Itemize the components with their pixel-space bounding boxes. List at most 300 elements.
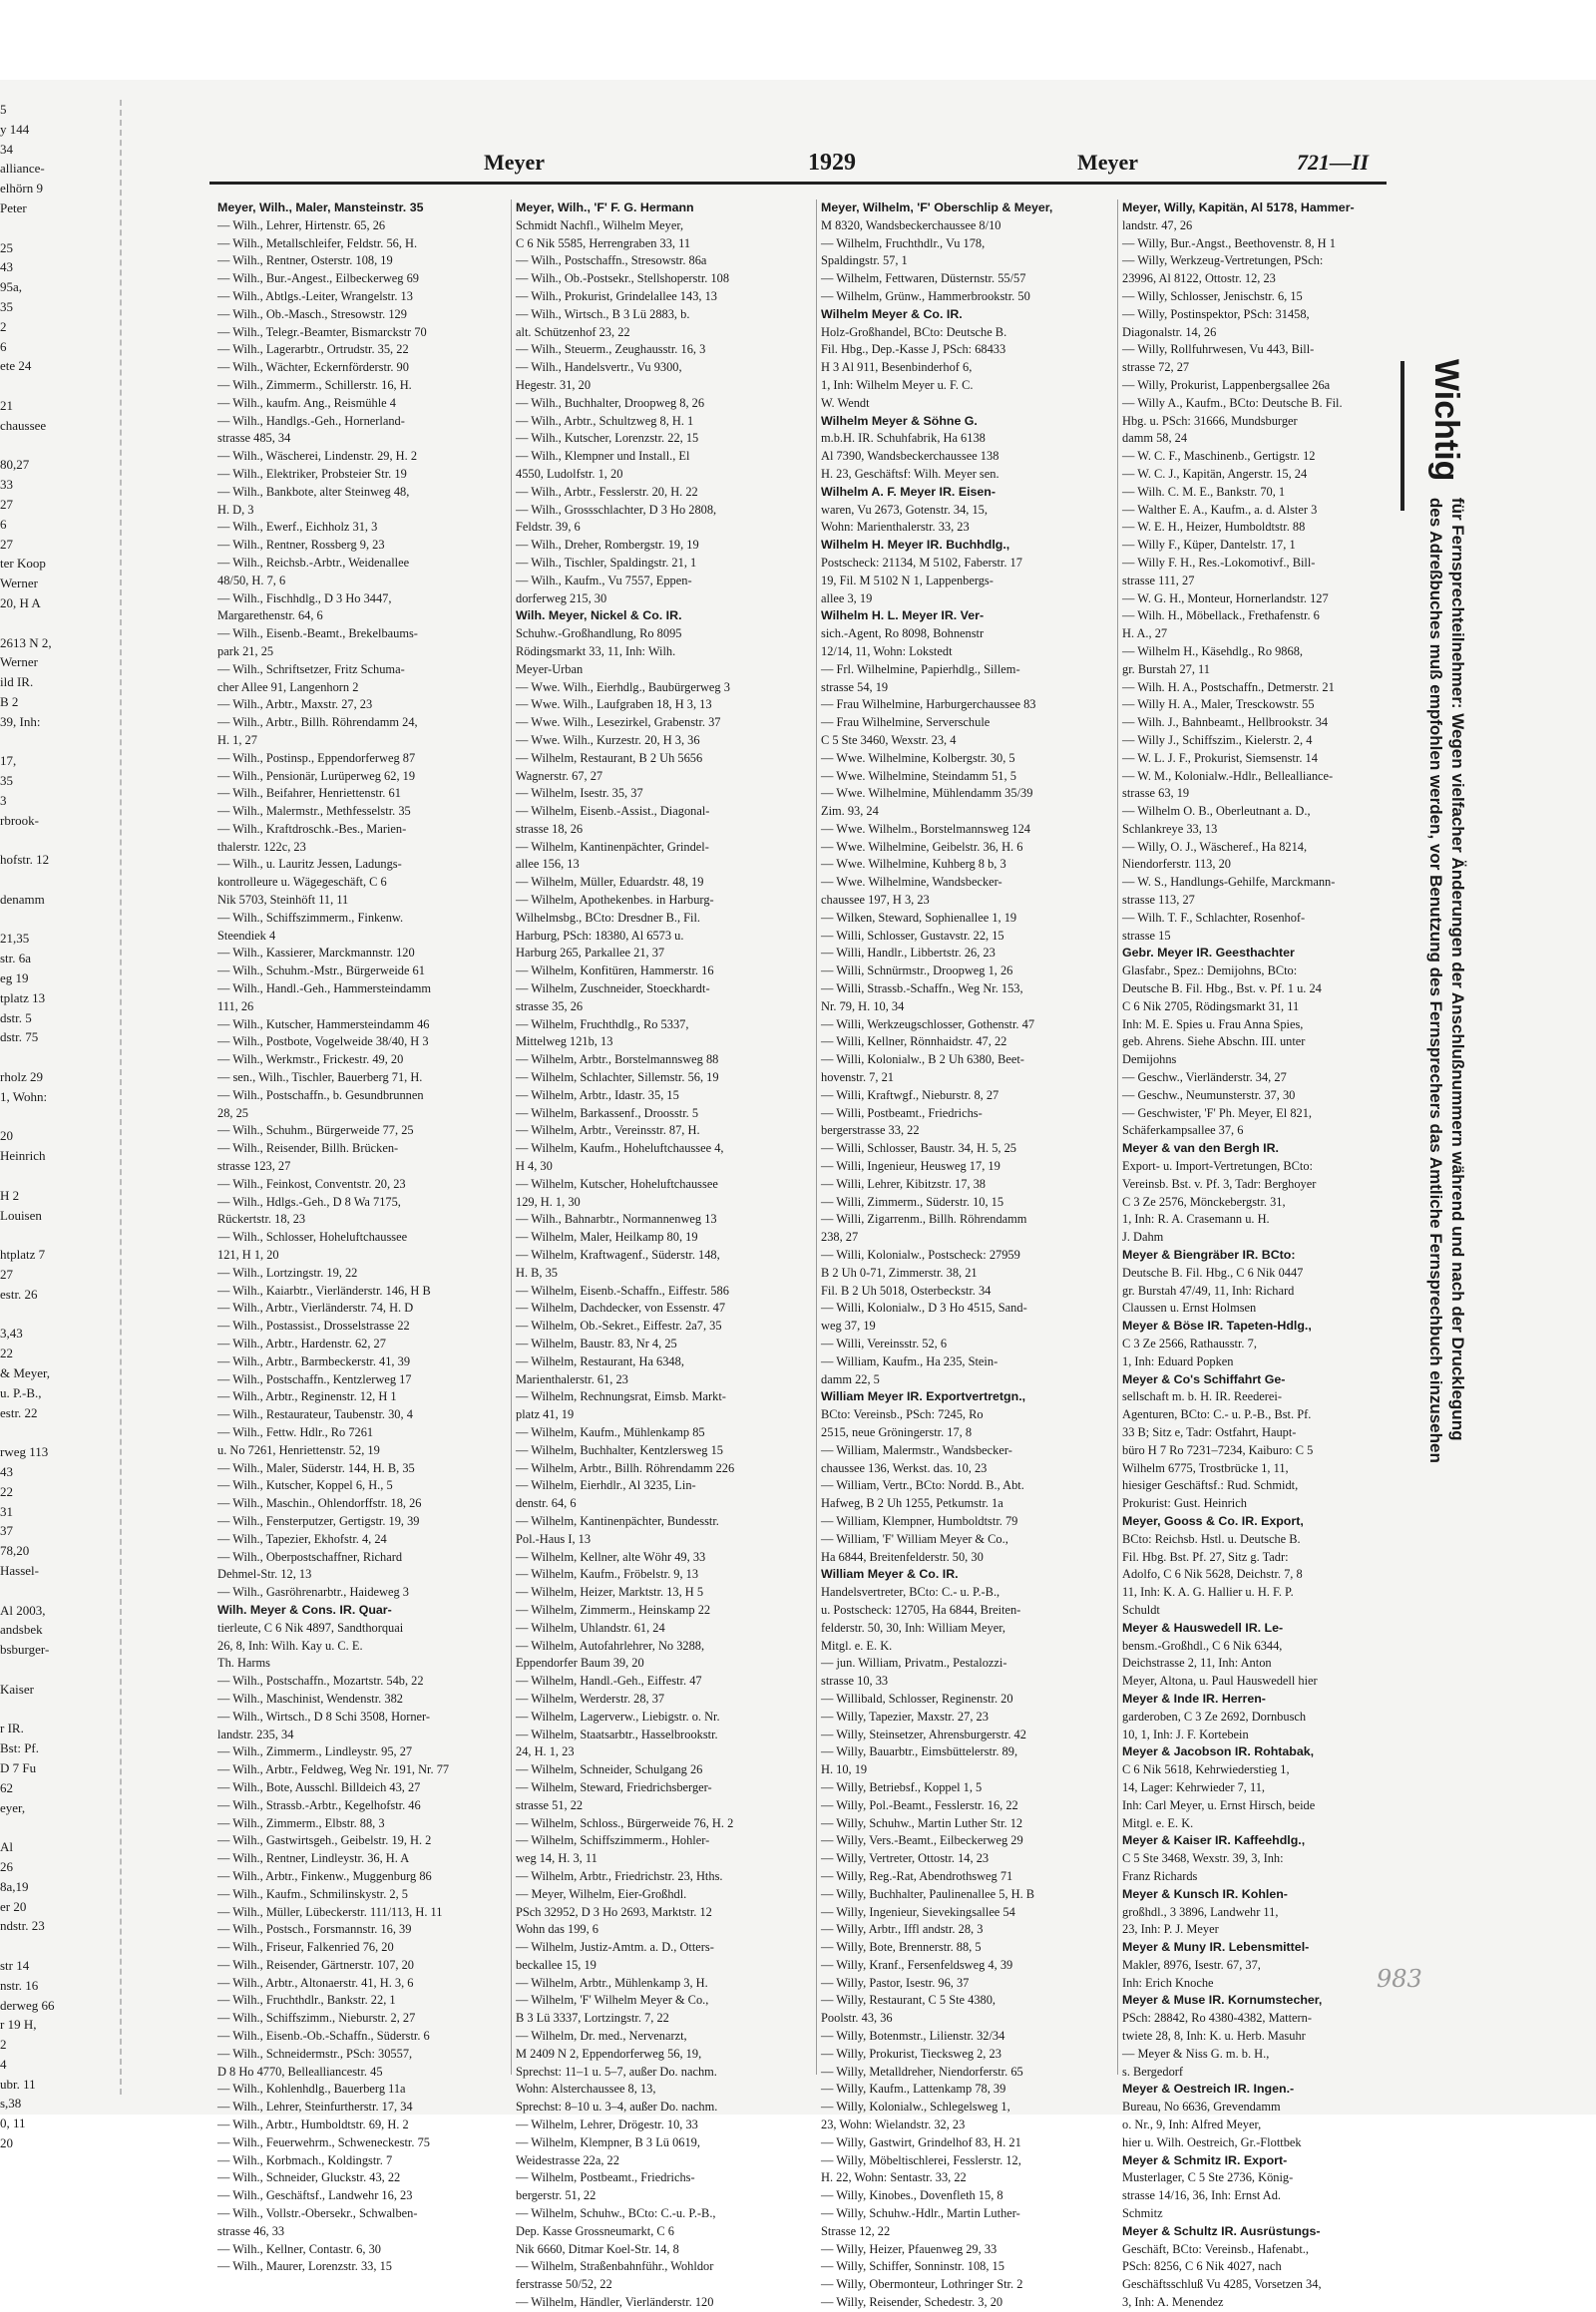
directory-entry: — Wilh., Handl.-Geh., Hammersteindamm bbox=[217, 981, 431, 996]
left-strip-line: 5 bbox=[0, 102, 7, 117]
directory-entry: — Wilh., Tischler, Spaldingstr. 21, 1 bbox=[516, 555, 697, 570]
directory-entry: gr. Burstah 47/49, 11, Inh: Richard bbox=[1122, 1283, 1295, 1298]
left-strip-line: htplatz 7 bbox=[0, 1247, 46, 1263]
directory-entry: — Wilh., Schiffszimm., Nieburstr. 2, 27 bbox=[217, 2011, 416, 2026]
directory-entry: strasse 63, 19 bbox=[1122, 786, 1190, 801]
directory-entry: Meyer, Gooss & Co. IR. Export, bbox=[1122, 1513, 1304, 1528]
directory-entry: — Wwe. Wilhelm., Borstelmannsweg 124 bbox=[821, 821, 1030, 836]
directory-entry: — Wilhelm, Restaurant, Ha 6348, bbox=[516, 1353, 684, 1368]
directory-entry: — Willy, Rollfuhrwesen, Vu 443, Bill- bbox=[1122, 342, 1315, 357]
directory-entry: — Wilhelm, Kaufm., Mühlenkamp 85 bbox=[516, 1424, 705, 1439]
directory-entry: — Willy, Schlosser, Jenischstr. 6, 15 bbox=[1122, 288, 1303, 303]
directory-entry: M 8320, Wandsbeckerchaussee 8/10 bbox=[821, 217, 1001, 232]
left-strip-line: 80,27 bbox=[0, 457, 30, 473]
left-strip-line: H 2 bbox=[0, 1187, 20, 1203]
directory-entry: — Wilh., Kutscher, Koppel 6, H., 5 bbox=[217, 1478, 393, 1493]
directory-entry: Prokurist: Gust. Heinrich bbox=[1122, 1496, 1247, 1511]
directory-entry: — Wilh., Arbtr., Maxstr. 27, 23 bbox=[217, 697, 373, 712]
directory-entry: — W. M., Kolonialw.-Hdlr., Bellealliance- bbox=[1122, 768, 1334, 783]
left-strip-line: er 20 bbox=[0, 1898, 27, 1914]
directory-entry: Harburg, PSch: 18380, Al 6573 u. bbox=[516, 928, 684, 943]
directory-entry: — Wilhelm, Schloss., Bürgerweide 76, H. 2 bbox=[516, 1815, 734, 1830]
directory-entry: Inh: Carl Meyer, u. Ernst Hirsch, beide bbox=[1122, 1797, 1316, 1812]
directory-entry: — Wilh., Zimmerm., Elbstr. 88, 3 bbox=[217, 1815, 385, 1830]
left-strip-line: 43 bbox=[0, 259, 13, 275]
directory-entry: Wilhelm H. Meyer IR. Buchhdlg., bbox=[821, 538, 1010, 553]
left-strip-line: 8a,19 bbox=[0, 1878, 29, 1894]
directory-entry: — Wilh., Fischhdlg., D 3 Ho 3447, bbox=[217, 590, 392, 605]
directory-entry: damm 58, 24 bbox=[1122, 431, 1188, 446]
directory-entry: Meyer & Oestreich IR. Ingen.- bbox=[1122, 2082, 1295, 2097]
left-strip-line: 35 bbox=[0, 773, 13, 789]
directory-entry: — Wilh., Arbtr., Schultzweg 8, H. 1 bbox=[516, 413, 694, 428]
directory-entry: — Wilh. T. F., Schlachter, Rosenhof- bbox=[1122, 910, 1306, 925]
header-page-number: 721—II bbox=[1297, 150, 1370, 175]
directory-entry: — Willi, Lehrer, Kibitzstr. 17, 38 bbox=[821, 1176, 986, 1191]
directory-entry: platz 41, 19 bbox=[516, 1407, 575, 1422]
directory-entry: M 2409 N 2, Eppendorferweg 56, 19, bbox=[516, 2046, 702, 2061]
directory-entry: Meyer & Biengräber IR. BCto: bbox=[1122, 1248, 1296, 1263]
left-strip-line bbox=[0, 218, 120, 238]
directory-entry: — Wilh., Pensionär, Lurüperweg 62, 19 bbox=[217, 768, 416, 783]
left-strip-line: y 144 bbox=[0, 121, 30, 137]
left-strip-line bbox=[0, 830, 120, 850]
directory-entry: — Wilhelm, Fruchthdlg., Ro 5337, bbox=[516, 1016, 689, 1031]
directory-entry: alt. Schützenhof 23, 22 bbox=[516, 324, 630, 339]
directory-entry: Hafweg, B 2 Uh 1255, Petkumstr. 1a bbox=[821, 1496, 1003, 1511]
left-strip-line: u. P.-B., bbox=[0, 1384, 42, 1400]
directory-entry: — Wilh., Arbtr., Altonaerstr. 41, H. 3, 6 bbox=[217, 1975, 414, 1990]
directory-entry: — Frau Wilhelmine, Harburgerchaussee 83 bbox=[821, 697, 1036, 712]
directory-entry: Mitgl. e. E. K. bbox=[821, 1638, 893, 1653]
left-strip-line: nstr. 16 bbox=[0, 1977, 39, 1993]
directory-entry: — Willy, Heizer, Pfauenweg 29, 33 bbox=[821, 2241, 998, 2256]
directory-entry: 12/14, 11, Wohn: Lokstedt bbox=[821, 643, 953, 658]
left-strip-line: r 19 H, bbox=[0, 2017, 37, 2033]
directory-entry: — Wilhelm, Autofahrlehrer, No 3288, bbox=[516, 1638, 705, 1653]
directory-entry: — Wilhelm, Zimmerm., Heinskamp 22 bbox=[516, 1602, 711, 1617]
directory-entry: — Wilh., Postschaffn., Stresowstr. 86a bbox=[516, 253, 707, 268]
directory-entry: — Wilh., Postschaffn., Kentzlerweg 17 bbox=[217, 1371, 412, 1386]
directory-entry: — Wilh., Schiffszimmerm., Finkenw. bbox=[217, 910, 404, 925]
directory-entry: — Wilh., Prokurist, Grindelallee 143, 13 bbox=[516, 288, 717, 303]
directory-entry: Sprechst: 11–1 u. 5–7, außer Do. nachm. bbox=[516, 2064, 717, 2079]
directory-entry: — Wilh., Malermstr., Methfesselstr. 35 bbox=[217, 804, 411, 819]
left-strip-line: 27 bbox=[0, 536, 13, 552]
directory-entry: cher Allee 91, Langenhorn 2 bbox=[217, 679, 359, 694]
directory-entry: — Wwe. Wilh., Laufgraben 18, H 3, 13 bbox=[516, 697, 712, 712]
directory-entry: — Wilh., Kutscher, Lorenzstr. 22, 15 bbox=[516, 431, 699, 446]
directory-entry: — Wilhelm, Kantinenpächter, Bundesstr. bbox=[516, 1513, 719, 1528]
directory-entry: — Wilhelm, Kantinenpächter, Grindel- bbox=[516, 839, 709, 854]
directory-entry: BCto: Reichsb. Hstl. u. Deutsche B. bbox=[1122, 1531, 1301, 1546]
directory-entry: Schuldt bbox=[1122, 1602, 1160, 1617]
left-strip-line: chaussee bbox=[0, 417, 47, 433]
directory-entry: weg 37, 19 bbox=[821, 1319, 876, 1334]
side-notice-line-1: für Fernsprechteilnehmer: Wegen vielfacher Änderungen der Anschlußnummern während und nach der Drucklegung bbox=[1448, 497, 1467, 1441]
directory-entry: — Wilh., Bankbote, alter Steinweg 48, bbox=[217, 484, 410, 499]
directory-entry: — Wilhelm, Konfitüren, Hammerstr. 16 bbox=[516, 963, 714, 978]
directory-entry: — Wwe. Wilhelmine, Steindamm 51, 5 bbox=[821, 768, 1016, 783]
directory-entry: — Wilh., Zimmerm., Schillerstr. 16, H. bbox=[217, 377, 412, 392]
left-strip-line: 20 bbox=[0, 2135, 13, 2151]
directory-entry: sellschaft m. b. H. IR. Reederei- bbox=[1122, 1389, 1282, 1404]
directory-entry: — Willy, O. J., Wäscheref., Ha 8214, bbox=[1122, 839, 1308, 854]
left-page-strip bbox=[0, 100, 122, 2151]
directory-entry: — Wilh., Lagerarbtr., Ortrudstr. 35, 22 bbox=[217, 342, 409, 357]
directory-entry: — Willy, Kinobes., Dovenfleth 15, 8 bbox=[821, 2188, 1003, 2203]
directory-entry: — William, Kaufm., Ha 235, Stein- bbox=[821, 1353, 998, 1368]
directory-entry: sich.-Agent, Ro 8098, Bohnenstr bbox=[821, 626, 985, 641]
directory-entry: C 5 Ste 3468, Wexstr. 39, 3, Inh: bbox=[1122, 1851, 1284, 1866]
directory-entry: 14, Lager: Kehrwieder 7, 11, bbox=[1122, 1779, 1266, 1794]
directory-entry: — Wilh., Postbote, Vogelweide 38/40, H 3 bbox=[217, 1034, 429, 1049]
header-left-name: Meyer bbox=[484, 150, 546, 175]
directory-entry: — Wilh., Wächter, Eckernförderstr. 90 bbox=[217, 360, 409, 375]
directory-entry: — Wilhelm, Kutscher, Hoheluftchaussee bbox=[516, 1176, 718, 1191]
directory-entry: — Wilh., Bote, Ausschl. Billdeich 43, 27 bbox=[217, 1779, 421, 1794]
directory-entry: strasse 113, 27 bbox=[1122, 893, 1195, 908]
directory-entry: — Wilh., Reisender, Billh. Brücken- bbox=[217, 1141, 399, 1156]
directory-entry: Harburg 265, Parkallee 21, 37 bbox=[516, 946, 665, 961]
directory-entry: — Wilh., Telegr.-Beamter, Bismarckstr 70 bbox=[217, 324, 427, 339]
directory-entry: — Wilh., Ewerf., Eichholz 31, 3 bbox=[217, 520, 378, 535]
left-strip-line: 35 bbox=[0, 298, 13, 314]
directory-entry: — Wilhelm, Lagerverw., Liebigstr. o. Nr. bbox=[516, 1709, 720, 1724]
left-strip-line: str. 6a bbox=[0, 951, 32, 966]
directory-entry: — Wilhelm, Handl.-Geh., Eiffestr. 47 bbox=[516, 1674, 702, 1689]
directory-entry: — jun. William, Privatm., Pestalozzi- bbox=[821, 1656, 1007, 1671]
directory-entry: Zim. 93, 24 bbox=[821, 804, 879, 819]
directory-entry: Schlankreye 33, 13 bbox=[1122, 821, 1218, 836]
directory-entry: Nik 6660, Ditmar Koel-Str. 14, 8 bbox=[516, 2241, 679, 2256]
directory-entry: — Wilhelm, Kraftwagenf., Süderstr. 148, bbox=[516, 1248, 720, 1263]
directory-entry: 26, 8, Inh: Wilh. Kay u. C. E. bbox=[217, 1638, 363, 1653]
directory-entry: — Wilh., Postschaffn., b. Gesundbrunnen bbox=[217, 1087, 424, 1102]
directory-entry: — Wwe. Wilh., Eierhdlg., Baubürgerweg 3 bbox=[516, 679, 730, 694]
left-strip-line bbox=[0, 910, 120, 930]
directory-entry: — Wilhelm, Klempner, B 3 Lü 0619, bbox=[516, 2134, 700, 2149]
directory-entry: — Willy, Kaufm., Lattenkamp 78, 39 bbox=[821, 2082, 1006, 2097]
directory-entry: Schmitz bbox=[1122, 2206, 1163, 2221]
directory-entry: D 8 Ho 4770, Bellealliancestr. 45 bbox=[217, 2064, 383, 2079]
directory-entry: — Wilh., Steuerm., Zeughausstr. 16, 3 bbox=[516, 342, 706, 357]
directory-entry: — Willy, Reisender, Schedestr. 3, 20 bbox=[821, 2295, 1003, 2310]
directory-entry: C 3 Ze 2566, Rathausstr. 7, bbox=[1122, 1337, 1257, 1350]
directory-entry: Bureau, No 6636, Grevendamm bbox=[1122, 2100, 1281, 2115]
directory-entry: — Willy, Schuhw., Martin Luther Str. 12 bbox=[821, 1815, 1023, 1830]
left-strip-line: elhörn 9 bbox=[0, 181, 43, 196]
directory-entry: strasse 35, 26 bbox=[516, 998, 584, 1013]
directory-entry: Wilhelmsbg., BCto: Dresdner B., Fil. bbox=[516, 910, 701, 925]
directory-entry: — Wwe. Wilhelmine, Mühlendamm 35/39 bbox=[821, 786, 1033, 801]
directory-entry: landstr. 235, 34 bbox=[217, 1727, 294, 1741]
directory-entry: — Wilh., Maler, Süderstr. 144, H. B, 35 bbox=[217, 1460, 415, 1475]
directory-entry: kontrolleure u. Wägegeschäft, C 6 bbox=[217, 875, 387, 890]
directory-entry: — Wilh., Rentner, Lindleystr. 36, H. A bbox=[217, 1851, 410, 1866]
directory-entry: — Wilhelm, Rechnungsrat, Eimsb. Markt- bbox=[516, 1389, 726, 1404]
notice-bar bbox=[1400, 361, 1404, 511]
directory-entry: — Wilh., Beifahrer, Henriettenstr. 61 bbox=[217, 786, 401, 801]
directory-entry: — Wilh., Korbmach., Koldingstr. 7 bbox=[217, 2152, 393, 2167]
directory-entry: — Wilh., Oberpostschaffner, Richard bbox=[217, 1549, 403, 1564]
directory-entry: — Wilhelm, Händler, Vierländerstr. 120 bbox=[516, 2295, 714, 2310]
directory-entry: Wilhelm Meyer & Söhne G. bbox=[821, 413, 978, 428]
side-notice-title: Wichtig bbox=[1427, 359, 1466, 482]
directory-entry: — Wilhelm, Restaurant, B 2 Uh 5656 bbox=[516, 750, 703, 765]
directory-entry: Wagnerstr. 67, 27 bbox=[516, 768, 603, 783]
directory-entry: — Wilhelm, Maler, Heilkamp 80, 19 bbox=[516, 1230, 698, 1245]
directory-entry: — Wwe. Wilh., Kurzestr. 20, H 3, 36 bbox=[516, 732, 700, 747]
directory-entry: — Willi, Werkzeugschlosser, Gothenstr. 47 bbox=[821, 1016, 1035, 1031]
directory-entry: — Willy, Pol.-Beamt., Fesslerstr. 16, 22 bbox=[821, 1797, 1018, 1812]
directory-entry: — Wilh., Gastwirtsgeh., Geibelstr. 19, H. 2 bbox=[217, 1833, 432, 1848]
left-strip-line: 0, 11 bbox=[0, 2116, 26, 2131]
left-strip-line: s,38 bbox=[0, 2096, 22, 2112]
directory-entry: — Wilh., Wäscherei, Lindenstr. 29, H. 2 bbox=[217, 449, 418, 464]
directory-entry: — Wilh. C. M. E., Bankstr. 70, 1 bbox=[1122, 484, 1286, 499]
left-strip-line: & Meyer, bbox=[0, 1365, 51, 1380]
directory-entry: strasse 54, 19 bbox=[821, 679, 889, 694]
directory-entry: — Wilh., Fruchthdlr., Bankstr. 22, 1 bbox=[217, 1993, 396, 2008]
directory-entry: — Willy, Ingenieur, Sievekingsallee 54 bbox=[821, 1904, 1015, 1919]
left-strip-line: Werner bbox=[0, 576, 38, 591]
directory-entry: — Wilh., Arbtr., Vierländerstr. 74, H. D bbox=[217, 1301, 414, 1316]
left-strip-line: 33 bbox=[0, 477, 13, 493]
directory-entry: Spaldingstr. 57, 1 bbox=[821, 253, 908, 268]
directory-entry: — Willy, Schuhw.-Hdlr., Martin Luther- bbox=[821, 2206, 1020, 2221]
directory-entry: — Wilh., Strassb.-Arbtr., Kegelhofstr. 46 bbox=[217, 1797, 421, 1812]
directory-entry: — Willi, Vereinsstr. 52, 6 bbox=[821, 1337, 948, 1350]
left-strip-line: tplatz 13 bbox=[0, 989, 46, 1005]
directory-entry: Musterlager, C 5 Ste 2736, König- bbox=[1122, 2170, 1294, 2185]
directory-entry: Th. Harms bbox=[217, 1656, 270, 1671]
directory-entry: PSch 32952, D 3 Ho 2693, Marktstr. 12 bbox=[516, 1904, 712, 1919]
directory-entry: H. B, 35 bbox=[516, 1265, 558, 1280]
left-strip-line: eg 19 bbox=[0, 970, 29, 986]
directory-entry: Schuhw.-Großhandlung, Ro 8095 bbox=[516, 626, 682, 641]
directory-entry: Meyer, Wilhelm, 'F' Oberschlip & Meyer, bbox=[821, 200, 1053, 214]
directory-entry: — Wilh., Schuhm.-Mstr., Bürgerweide 61 bbox=[217, 963, 425, 978]
directory-entry: Inh: Erich Knoche bbox=[1122, 1975, 1214, 1990]
directory-entry: H 4, 30 bbox=[516, 1159, 553, 1174]
directory-entry: Vereinsb. Bst. v. Pf. 3, Tadr: Berghoyer bbox=[1122, 1176, 1317, 1191]
directory-entry: — Willy, Betriebsf., Koppel 1, 5 bbox=[821, 1779, 983, 1794]
directory-entry: — Wilh., Postschaffn., Mozartstr. 54b, 22 bbox=[217, 1674, 424, 1689]
directory-entry: damm 22, 5 bbox=[821, 1371, 880, 1386]
directory-entry: hiesiger Geschäftsf.: Rud. Schmidt, bbox=[1122, 1478, 1299, 1493]
left-strip-line bbox=[0, 870, 120, 890]
directory-entry: — Wilh., Eisenb.-Ob.-Schaffn., Süderstr. 6 bbox=[217, 2029, 430, 2044]
directory-entry: 28, 25 bbox=[217, 1105, 248, 1120]
directory-entry: Dep. Kasse Grossneumarkt, C 6 bbox=[516, 2223, 674, 2238]
directory-entry: — Wilh., Maschin., Ohlendorffstr. 18, 26 bbox=[217, 1496, 422, 1511]
left-strip-line: Al 2003, bbox=[0, 1602, 46, 1618]
left-strip-line: alliance- bbox=[0, 161, 45, 177]
left-strip-line bbox=[0, 732, 120, 752]
directory-entry: — Frau Wilhelmine, Serverschule bbox=[821, 715, 991, 730]
directory-entry: Meyer, Wilh., 'F' F. G. Hermann bbox=[516, 200, 694, 214]
directory-entry: — Willi, Kolonialw., D 3 Ho 4515, Sand- bbox=[821, 1301, 1027, 1316]
directory-entry: — Willy, Obermonteur, Lothringer Str. 2 bbox=[821, 2277, 1023, 2292]
directory-entry: H. 22, Wohn: Sentastr. 33, 22 bbox=[821, 2170, 967, 2185]
directory-entry: Wilhelm H. L. Meyer IR. Ver- bbox=[821, 608, 985, 623]
directory-entry: Claussen u. Ernst Holmsen bbox=[1122, 1301, 1257, 1316]
directory-entry: — Willy, Buchhalter, Paulinenallee 5, H. B bbox=[821, 1886, 1035, 1901]
directory-entry: Mittelweg 121b, 13 bbox=[516, 1034, 613, 1049]
directory-entry: — Wilh., Kaufm., Schmilinskystr. 2, 5 bbox=[217, 1886, 408, 1901]
directory-entry: — Wilh., Abtlgs.-Leiter, Wrangelstr. 13 bbox=[217, 288, 413, 303]
directory-entry: J. Dahm bbox=[1122, 1230, 1164, 1245]
left-strip-line bbox=[0, 1305, 120, 1325]
directory-entry: Fil. B 2 Uh 5018, Osterbeckstr. 34 bbox=[821, 1283, 992, 1298]
directory-entry: W. Wendt bbox=[821, 395, 870, 410]
left-strip-line: D 7 Fu bbox=[0, 1759, 37, 1775]
directory-entry: Marienthalerstr. 61, 23 bbox=[516, 1371, 628, 1386]
directory-entry: strasse 123, 27 bbox=[217, 1159, 291, 1174]
directory-entry: — Willy F., Küper, Dantelstr. 17, 1 bbox=[1122, 538, 1296, 553]
directory-entry: Al 7390, Wandsbeckerchaussee 138 bbox=[821, 449, 999, 464]
directory-entry: hovenstr. 7, 21 bbox=[821, 1070, 894, 1085]
directory-entry: — Wilh., Bahnarbtr., Normannenweg 13 bbox=[516, 1212, 717, 1227]
left-strip-line bbox=[0, 1166, 120, 1186]
directory-entry: Inh: M. E. Spies u. Frau Anna Spies, bbox=[1122, 1016, 1304, 1031]
directory-entry: allee 3, 19 bbox=[821, 590, 873, 605]
directory-entry: — Wilh., Grossschlachter, D 3 Ho 2808, bbox=[516, 502, 717, 517]
left-strip-line: 27 bbox=[0, 496, 13, 512]
left-strip-line: Peter bbox=[0, 199, 27, 215]
directory-entry: — Wilhelm, Dachdecker, von Essenstr. 47 bbox=[516, 1301, 726, 1316]
directory-entry: — William, Vertr., BCto: Nordd. B., Abt. bbox=[821, 1478, 1024, 1493]
directory-entry: — Willy, Vertreter, Ottostr. 14, 23 bbox=[821, 1851, 990, 1866]
directory-entry: — Wilhelm, Zuschneider, Stoeckhardt- bbox=[516, 981, 710, 996]
directory-entry: — Wilh., Bur.-Angest., Eilbeckerweg 69 bbox=[217, 271, 419, 286]
directory-entry: Meyer, Wilh., Maler, Mansteinstr. 35 bbox=[217, 200, 424, 214]
directory-entry: — Wilhelm, Kellner, alte Wöhr 49, 33 bbox=[516, 1549, 706, 1564]
directory-entry: — Wilh., Schneidermstr., PSch: 30557, bbox=[217, 2046, 413, 2061]
directory-entry: 111, 26 bbox=[217, 998, 254, 1013]
directory-column-1 bbox=[217, 199, 507, 2274]
directory-entry: — Wilh., kaufm. Ang., Reismühle 4 bbox=[217, 395, 396, 410]
directory-entry: Meyer-Urban bbox=[516, 661, 584, 676]
directory-entry: William Meyer & Co. IR. bbox=[821, 1567, 959, 1582]
left-strip-line: 62 bbox=[0, 1779, 13, 1795]
left-strip-line bbox=[0, 1047, 120, 1067]
left-strip-line bbox=[0, 1107, 120, 1127]
directory-entry: — Wilh., Arbtr., Reginenstr. 12, H 1 bbox=[217, 1389, 397, 1404]
directory-entry: — Wilhelm, Arbtr., Billh. Röhrendamm 226 bbox=[516, 1460, 735, 1475]
header-right-name: Meyer bbox=[1077, 150, 1139, 175]
directory-entry: Margarethenstr. 64, 6 bbox=[217, 608, 323, 623]
directory-entry: PSch: 28842, Ro 4380-4382, Mattern- bbox=[1122, 2011, 1312, 2026]
directory-entry: — Willy, Bote, Brennerstr. 88, 5 bbox=[821, 1940, 982, 1955]
directory-entry: — Willy, Botenmstr., Lilienstr. 32/34 bbox=[821, 2029, 1005, 2044]
directory-entry: Meyer & Muny IR. Lebensmittel- bbox=[1122, 1940, 1310, 1955]
left-strip-line: 22 bbox=[0, 1483, 13, 1499]
directory-entry: strasse 14/16, 36, Inh: Ernst Ad. bbox=[1122, 2188, 1282, 2203]
left-strip-line: estr. 22 bbox=[0, 1404, 38, 1420]
left-strip-line: 27 bbox=[0, 1267, 13, 1283]
directory-entry: — Wilh., Vollstr.-Obersekr., Schwalben- bbox=[217, 2206, 418, 2221]
directory-column-3 bbox=[816, 199, 1116, 2310]
directory-entry: B 2 Uh 0-71, Zimmerstr. 38, 21 bbox=[821, 1265, 978, 1280]
left-strip-line: 37 bbox=[0, 1523, 13, 1539]
left-strip-line: ild IR. bbox=[0, 674, 34, 690]
directory-entry: u. No 7261, Henriettenstr. 52, 19 bbox=[217, 1442, 380, 1457]
directory-entry: Wohn: Marienthalerstr. 33, 23 bbox=[821, 520, 970, 535]
directory-entry: — Wilhelm, Straßenbahnführ., Wohldor bbox=[516, 2259, 714, 2274]
directory-entry: — Wilh., Metallschleifer, Feldstr. 56, H. bbox=[217, 235, 418, 250]
directory-entry: — Wilhelm, Müller, Eduardstr. 48, 19 bbox=[516, 875, 704, 890]
left-strip-line: 20 bbox=[0, 1128, 13, 1144]
directory-entry: thalerstr. 122c, 23 bbox=[217, 839, 306, 854]
directory-entry: — Willy, Reg.-Rat, Abendrothsweg 71 bbox=[821, 1868, 1013, 1883]
directory-entry: — Willi, Ingenieur, Heusweg 17, 19 bbox=[821, 1159, 1000, 1174]
directory-entry: beckallee 15, 19 bbox=[516, 1957, 597, 1972]
left-strip-line: 43 bbox=[0, 1463, 13, 1479]
directory-entry: — Wilh., Handlgs.-Geh., Hornerland- bbox=[217, 413, 405, 428]
left-strip-line: 21,35 bbox=[0, 931, 30, 947]
directory-entry: Meyer & Kunsch IR. Kohlen- bbox=[1122, 1886, 1288, 1901]
left-strip-line: str 14 bbox=[0, 1957, 30, 1973]
directory-entry: Pol.-Haus I, 13 bbox=[516, 1531, 592, 1546]
left-strip-line: Werner bbox=[0, 654, 38, 670]
directory-entry: 33 B; Sitz e, Tadr: Ostfahrt, Haupt- bbox=[1122, 1424, 1297, 1439]
directory-entry: hier u. Wilh. Oestreich, Gr.-Flottbek bbox=[1122, 2134, 1302, 2149]
directory-entry: 1, Inh: Wilhelm Meyer u. F. C. bbox=[821, 377, 974, 392]
directory-entry: Meyer & Co's Schiffahrt Ge- bbox=[1122, 1371, 1286, 1386]
directory-entry: — Willi, Handlr., Libbertstr. 26, 23 bbox=[821, 946, 996, 961]
directory-entry: Meyer, Altona, u. Paul Hauswedell hier bbox=[1122, 1674, 1318, 1689]
left-strip-line bbox=[0, 376, 120, 396]
directory-entry: — Willi, Zimmerm., Süderstr. 10, 15 bbox=[821, 1194, 1004, 1209]
directory-entry: — Wilh., Rentner, Osterstr. 108, 19 bbox=[217, 253, 393, 268]
directory-entry: — W. S., Handlungs-Gehilfe, Marckmann- bbox=[1122, 875, 1336, 890]
directory-entry: strasse 485, 34 bbox=[217, 431, 291, 446]
directory-entry: — Wilhelm O. B., Oberleutnant a. D., bbox=[1122, 804, 1311, 819]
directory-entry: Eppendorfer Baum 39, 20 bbox=[516, 1656, 644, 1671]
directory-entry: — Willi, Kolonialw., B 2 Uh 6380, Beet- bbox=[821, 1052, 1024, 1067]
directory-entry: 10, 1, Inh: J. F. Kortebein bbox=[1122, 1727, 1249, 1741]
directory-entry: — Wilh., Elektriker, Probsteier Str. 19 bbox=[217, 466, 407, 481]
directory-entry: — Wilhelm, Grünw., Hammerbrookstr. 50 bbox=[821, 288, 1030, 303]
directory-entry: gr. Burstah 27, 11 bbox=[1122, 661, 1210, 676]
left-strip-line: 1, Wohn: bbox=[0, 1088, 48, 1104]
directory-entry: — Wilhelm, Justiz-Amtm. a. D., Otters- bbox=[516, 1940, 714, 1955]
left-strip-line: 25 bbox=[0, 239, 13, 255]
directory-entry: Franz Richards bbox=[1122, 1868, 1198, 1883]
directory-entry: — Wilh., Hdlgs.-Geh., D 8 Wa 7175, bbox=[217, 1194, 401, 1209]
directory-entry: — Willi, Schnürmstr., Droopweg 1, 26 bbox=[821, 963, 1013, 978]
left-strip-line: Al bbox=[0, 1839, 13, 1855]
directory-entry: 129, H. 1, 30 bbox=[516, 1194, 581, 1209]
directory-entry: — Wilh., Klempner und Install., El bbox=[516, 449, 690, 464]
directory-entry: Diagonalstr. 14, 26 bbox=[1122, 324, 1217, 339]
directory-entry: Meyer & Muse IR. Kornumstecher, bbox=[1122, 1993, 1323, 2008]
directory-entry: chaussee 136, Werkst. das. 10, 23 bbox=[821, 1460, 988, 1475]
directory-entry: — Wilhelm, Kaufm., Fröbelstr. 9, 13 bbox=[516, 1567, 699, 1582]
directory-entry: Meyer & Jacobson IR. Rohtabak, bbox=[1122, 1744, 1315, 1759]
left-strip-line: r IR. bbox=[0, 1721, 24, 1736]
left-strip-line bbox=[0, 1817, 120, 1837]
directory-entry: — Wilhelm, Arbtr., Vereinsstr. 87, H. bbox=[516, 1123, 700, 1138]
directory-entry: — Wilh., Maurer, Lorenzstr. 33, 15 bbox=[217, 2259, 392, 2274]
directory-entry: — Wilhelm, Heizer, Marktstr. 13, H 5 bbox=[516, 1585, 704, 1600]
left-strip-line: estr. 26 bbox=[0, 1286, 38, 1302]
directory-entry: Deutsche B. Fil. Hbg., Bst. v. Pf. 1 u. 24 bbox=[1122, 981, 1322, 996]
directory-entry: — Wilh. J., Bahnbeamt., Hellbrookstr. 34 bbox=[1122, 715, 1329, 730]
directory-entry: bensm.-Großhdl., C 6 Nik 6344, bbox=[1122, 1638, 1283, 1653]
